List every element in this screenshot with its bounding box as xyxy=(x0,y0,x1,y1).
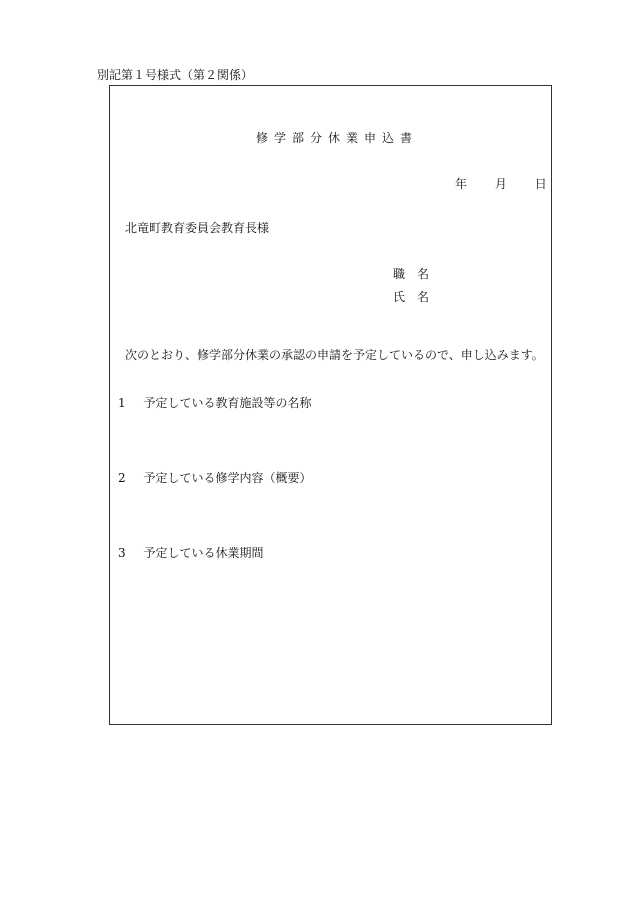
item-label: 予定している修学内容（概要） xyxy=(143,471,312,485)
date-line xyxy=(455,177,547,191)
list-item xyxy=(118,396,311,410)
item-number: 1 xyxy=(118,396,126,410)
item-number: 2 xyxy=(118,471,126,485)
document-title: 修学部分休業申込書 xyxy=(256,131,419,145)
day-label: 日 xyxy=(534,177,547,191)
intro-text: 次のとおり、修学部分休業の承認の申請を予定しているので、申し込みます。 xyxy=(125,348,544,362)
form-label: 別記第１号様式（第２関係） xyxy=(97,68,254,82)
year-label: 年 xyxy=(455,177,468,191)
name-label: 氏 名 xyxy=(393,290,430,304)
addressee: 北竜町教育委員会教育長様 xyxy=(125,221,270,235)
position-label: 職 名 xyxy=(393,267,430,281)
item-label: 予定している教育施設等の名称 xyxy=(143,396,312,410)
item-label: 予定している休業期間 xyxy=(143,546,264,560)
list-item xyxy=(118,546,263,560)
month-label: 月 xyxy=(494,177,507,191)
list-item xyxy=(118,471,311,485)
item-number: 3 xyxy=(118,546,126,560)
